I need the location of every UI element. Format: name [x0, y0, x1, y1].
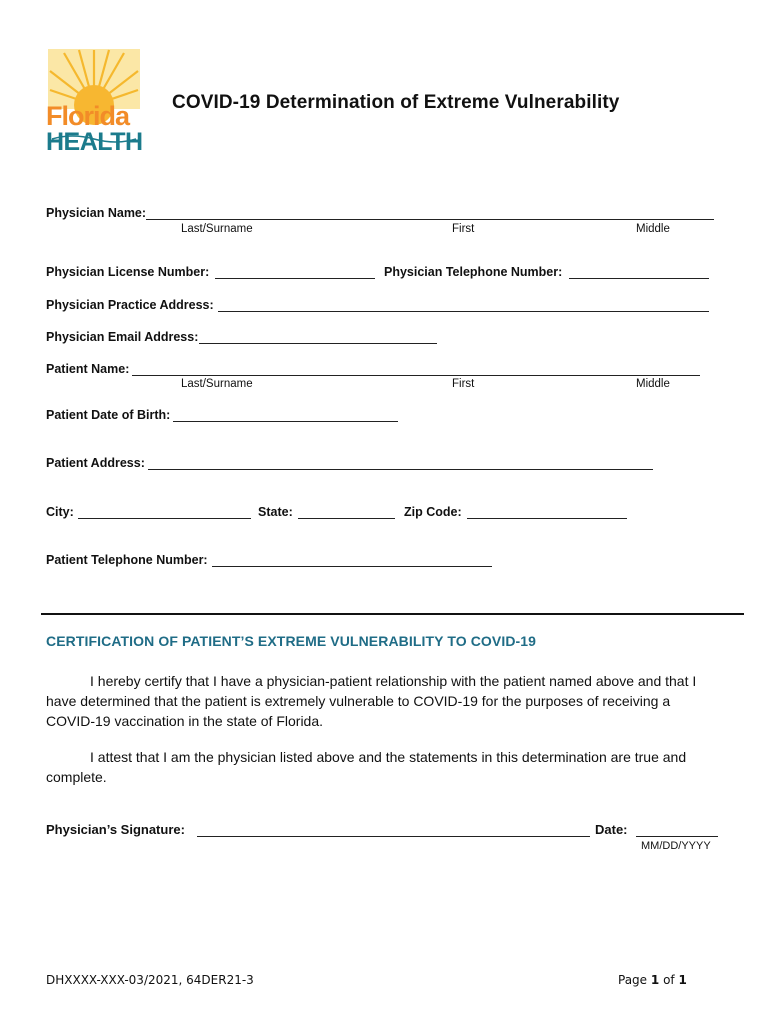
state-field[interactable] [298, 518, 395, 519]
patient-name-field[interactable] [132, 375, 700, 376]
physician-telephone-label: Physician Telephone Number: [384, 265, 563, 279]
patient-dob-label: Patient Date of Birth: [46, 408, 171, 422]
license-number-label: Physician License Number: [46, 265, 210, 279]
city-label: City: [46, 505, 74, 519]
practice-address-label: Physician Practice Address: [46, 298, 214, 312]
florida-health-logo [44, 45, 144, 155]
form-id: DHXXXX-XXX-03/2021, 64DER21-3 [46, 973, 254, 987]
physician-first-sublabel: First [452, 223, 475, 235]
date-field[interactable] [636, 836, 718, 837]
logo-florida-text: Florida [46, 101, 130, 131]
patient-address-field[interactable] [148, 469, 653, 470]
logo-health-text: HEALTH [46, 128, 143, 156]
patient-name-label: Patient Name: [46, 362, 130, 376]
patient-middle-sublabel: Middle [636, 378, 670, 390]
physician-telephone-field[interactable] [569, 278, 709, 279]
certification-heading: CERTIFICATION OF PATIENT’S EXTREME VULNERABILITY TO COVID-19 [46, 633, 537, 649]
patient-telephone-label: Patient Telephone Number: [46, 553, 208, 567]
physician-name-field[interactable] [146, 219, 714, 220]
of-word: of [663, 973, 675, 987]
page-title: COVID-19 Determination of Extreme Vulnerability [172, 92, 620, 113]
physician-email-field[interactable] [199, 343, 437, 344]
practice-address-field[interactable] [218, 311, 709, 312]
physician-email-label: Physician Email Address: [46, 330, 199, 344]
zip-code-label: Zip Code: [404, 505, 462, 519]
patient-address-label: Patient Address: [46, 456, 145, 470]
page-current: 1 [650, 973, 660, 987]
date-label: Date: [595, 822, 628, 837]
page-word: Page [618, 973, 648, 987]
physician-name-label: Physician Name: [46, 206, 147, 220]
patient-dob-field[interactable] [173, 421, 398, 422]
patient-telephone-field[interactable] [212, 566, 492, 567]
patient-first-sublabel: First [452, 378, 475, 390]
certification-paragraph: I hereby certify that I have a physician-patient relationship with the patient named above and that I have determined that the patient is extremely vulnerable to COVID-19 for the purposes of receiving a COVID-19 vaccination in the state of Florida. [46, 673, 697, 729]
license-number-field[interactable] [215, 278, 375, 279]
signature-field[interactable] [197, 836, 590, 837]
zip-code-field[interactable] [467, 518, 627, 519]
patient-last-sublabel: Last/Surname [181, 378, 253, 390]
date-format-hint: MM/DD/YYYY [641, 840, 711, 852]
page-number [618, 973, 687, 987]
signature-label: Physician’s Signature: [46, 822, 185, 837]
physician-middle-sublabel: Middle [636, 223, 670, 235]
section-divider [41, 613, 744, 615]
state-label: State: [258, 505, 293, 519]
page-total: 1 [678, 973, 687, 987]
physician-last-sublabel: Last/Surname [181, 223, 253, 235]
attestation-paragraph: I attest that I am the physician listed above and the statements in this determination are true and complete. [46, 749, 687, 785]
city-field[interactable] [78, 518, 251, 519]
